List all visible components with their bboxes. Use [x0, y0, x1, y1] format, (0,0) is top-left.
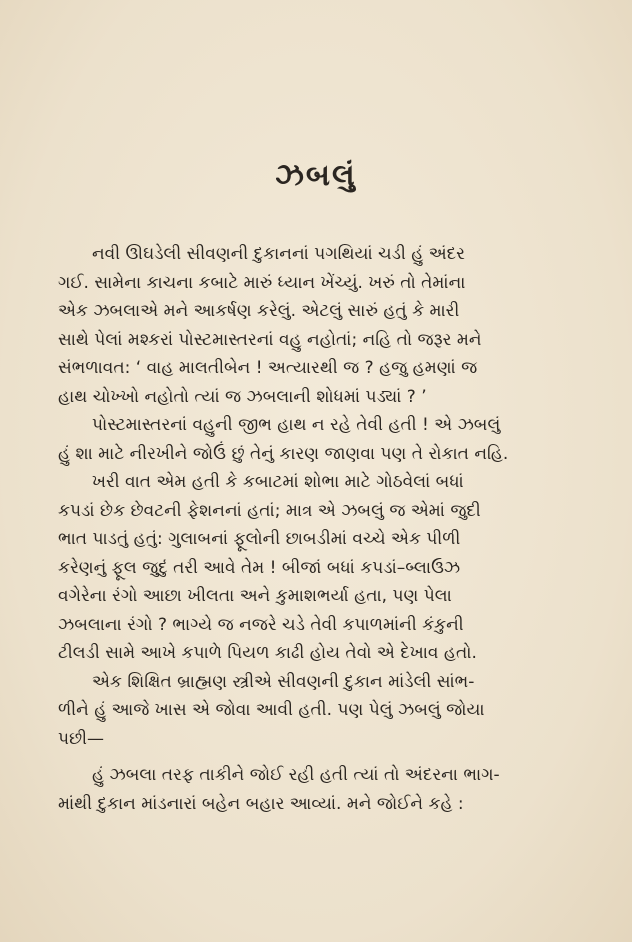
text-line: કપડાં છેક છેવટની ફેશનનાં હતાં; માત્ર એ ઝબલું જ એમાં જુદી: [58, 500, 481, 521]
text-line: સાથે પેલાં મશ્કરાં પોસ્ટમાસ્તરનાં વહુ નહોતાં; નહિ તો જરૂર મને: [58, 329, 482, 350]
text-line: કરેણનું ફૂલ જુદું તરી આવે તેમ ! બીજાં બધાં કપડાં–બ્લાઉઝ: [58, 557, 461, 578]
text-line: ખરી વાત એમ હતી કે કબાટમાં શોભા માટે ગોઠવેલાં બધાં: [92, 472, 464, 492]
text-line: માંથી દુકાન માંડનારાં બહેન બહાર આવ્યાં. મને જોઈને કહે :: [58, 793, 464, 814]
text-line: પોસ્ટમાસ્તરનાં વહુની જીભ હાથ ન રહે તેવી હતી ! એ ઝબલું: [92, 415, 501, 435]
text-line: એક શિક્ષિત બ્રાહ્મણ સ્ત્રીએ સીવણની દુકાન માંડેલી સાંભ-: [92, 671, 475, 692]
text-line: હાથ ચોખ્ખો નહોતો ત્યાં જ ઝબલાની શોધમાં પડ્યાં ? ’: [58, 386, 427, 407]
text-line: વગેરેના રંગો આછા ખીલતા અને કુમાશભર્યા હતા, પણ પેલા: [58, 586, 452, 606]
paragraph: [58, 240, 590, 411]
text-line: ટીલડી સામે આખે કપાળે પિયળ કાઢી હોય તેવો એ દેખાવ હતો.: [58, 643, 477, 663]
text-line: ગઈ. સામેના કાચના કબાટે મારું ધ્યાન ખેંચ્યું. ખરું તો તેમાંના: [58, 272, 466, 293]
paragraph: [58, 411, 590, 468]
paragraph: [58, 761, 590, 818]
paragraph-gap: [58, 753, 590, 761]
text-line: ભાત પાડતું હતું: ગુલાબનાં ફૂલોની છાબડીમાં વચ્ચે એક પીળી: [58, 529, 461, 549]
text-line: પછી—: [58, 728, 105, 749]
text-line: હું ઝબલા તરફ તાકીને જોઈ રહી હતી ત્યાં તો અંદરના ભાગ-: [92, 765, 500, 785]
paragraph: [58, 468, 590, 668]
text-line: નવી ઊઘડેલી સીવણની દુકાનનાં પગથિયાં ચડી હું અંદર: [92, 244, 465, 264]
chapter-title: ઝબલું: [275, 158, 357, 193]
paragraph: [58, 668, 590, 754]
text-line: હું શા માટે નીરખીને જોઉં છું તેનું કારણ જાણવા પણ તે રોકાત નહિ.: [58, 443, 509, 464]
body-text: [58, 240, 590, 818]
text-line: એક ઝબલાએ મને આકર્ષણ કરેલું. એટલું સારું હતું કે મારી: [58, 301, 460, 321]
text-line: ળીને હું આજે ખાસ એ જોવા આવી હતી. પણ પેલું ઝબલું જોયા: [58, 700, 485, 720]
text-line: સંભળાવત: ‘ વાહ માલતીબેન ! અત્યારથી જ ? હજુ હમણાં જ: [58, 358, 478, 378]
text-line: ઝબલાના રંગો ? ભાગ્યે જ નજરે ચડે તેવી કપાળમાંની કંકુની: [58, 614, 464, 635]
